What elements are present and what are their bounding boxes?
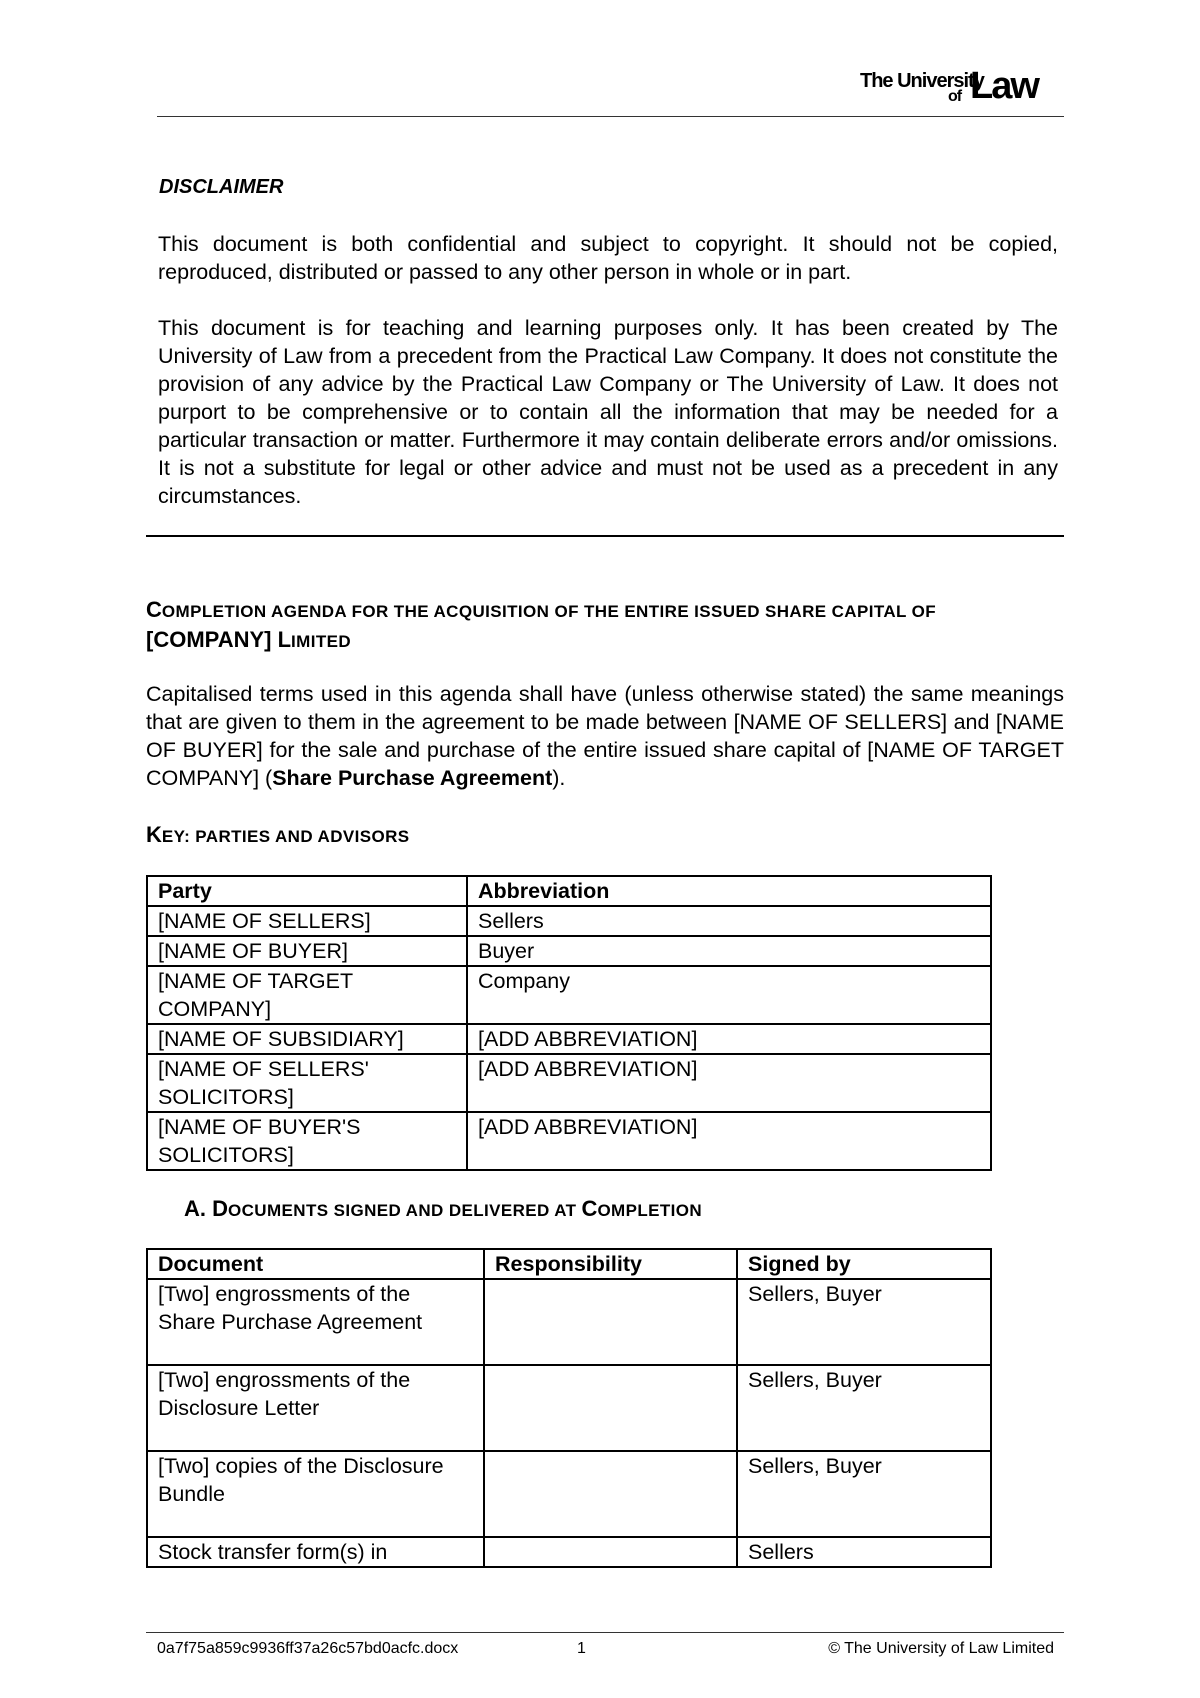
table-row	[147, 1451, 991, 1537]
table-cell: [ADD ABBREVIATION]	[467, 1112, 991, 1170]
disclaimer-paragraph-1: This document is both confidential and subject to copyright. It should not be copied, reproduced, distributed or passed to any other person in whole or in part.	[158, 232, 1058, 284]
table-row	[147, 936, 991, 966]
table-cell: [Two] engrossments of the Disclosure Letter	[147, 1365, 484, 1451]
table-row	[147, 966, 991, 1024]
table-header-cell: Party	[147, 876, 467, 906]
logo-text-line3: Law	[970, 65, 1038, 107]
table-cell	[484, 1537, 737, 1567]
footer-copyright: © The University of Law Limited	[828, 1640, 1054, 1657]
table-header-cell: Abbreviation	[467, 876, 991, 906]
table-cell: Sellers	[467, 906, 991, 936]
disclaimer-title: DISCLAIMER	[159, 176, 284, 198]
logo-text-line1: The University	[860, 70, 984, 92]
section-a-title: A. DOCUMENTS SIGNED AND DELIVERED AT COMPLETION	[184, 1196, 703, 1221]
table-cell	[484, 1279, 737, 1365]
table-cell: [NAME OF SELLERS' SOLICITORS]	[147, 1054, 467, 1112]
table-row	[147, 1112, 991, 1170]
table-cell: [NAME OF BUYER]	[147, 936, 467, 966]
table-cell: Buyer	[467, 936, 991, 966]
table-header-cell: Document	[147, 1249, 484, 1279]
disclaimer-paragraph-2: This document is for teaching and learning purposes only. It has been created by The University of Law from a precedent from the Practical Law Company. It does not constitute the provision of any advice by the Practical Law Company or The University of Law. It does not purport to be comprehensive or to contain all the information that may be needed for a particular transaction or matter. Furthermore it may contain deliberate errors and/or omissions. It is not a substitute for legal or other advice and must not be used as a precedent in any circumstances.	[158, 316, 1058, 508]
agenda-intro-paragraph: Capitalised terms used in this agenda shall have (unless otherwise stated) the same meanings that are given to them in the agreement to be made between [NAME OF SELLERS] and [NAME OF BUYER] for the sale and purchase of the entire issued share capital of [NAME OF TARGET COMPANY] (Share Purchase Agreement).	[146, 682, 1064, 790]
disclaimer-divider	[146, 535, 1064, 537]
table-row	[147, 1537, 991, 1567]
table-cell: Sellers, Buyer	[737, 1279, 991, 1365]
table-cell: [NAME OF SELLERS]	[147, 906, 467, 936]
table-cell	[484, 1451, 737, 1537]
key-title: KEY: PARTIES AND ADVISORS	[146, 822, 410, 847]
table-cell: Sellers	[737, 1537, 991, 1567]
table-cell: [ADD ABBREVIATION]	[467, 1054, 991, 1112]
table-row	[147, 1365, 991, 1451]
table-cell: Company	[467, 966, 991, 1024]
table-cell: Sellers, Buyer	[737, 1451, 991, 1537]
table-cell: [Two] copies of the Disclosure Bundle	[147, 1451, 484, 1537]
agenda-title: COMPLETION AGENDA FOR THE ACQUISITION OF THE ENTIRE ISSUED SHARE CAPITAL OF [COMPANY] LIMITED	[146, 597, 937, 652]
footer-rule	[146, 1632, 1064, 1633]
table-cell: [NAME OF TARGET COMPANY]	[147, 966, 467, 1024]
table-row	[147, 1054, 991, 1112]
logo-text-line2: of	[948, 88, 962, 105]
university-logo	[852, 65, 1062, 108]
table-cell: Sellers, Buyer	[737, 1365, 991, 1451]
parties-table	[146, 875, 992, 1171]
table-cell: [NAME OF BUYER'S SOLICITORS]	[147, 1112, 467, 1170]
footer-filename: 0a7f75a859c9936ff37a26c57bd0acfc.docx	[157, 1640, 459, 1657]
table-cell: Stock transfer form(s) in	[147, 1537, 484, 1567]
documents-table	[146, 1248, 992, 1568]
table-cell: [NAME OF SUBSIDIARY]	[147, 1024, 467, 1054]
footer-page-number: 1	[577, 1640, 586, 1657]
table-cell	[484, 1365, 737, 1451]
table-row	[147, 1279, 991, 1365]
header-rule	[157, 116, 1064, 117]
table-header-cell: Signed by	[737, 1249, 991, 1279]
table-header-row	[147, 1249, 991, 1279]
table-cell: [ADD ABBREVIATION]	[467, 1024, 991, 1054]
table-row	[147, 906, 991, 936]
table-header-row	[147, 876, 991, 906]
table-header-cell: Responsibility	[484, 1249, 737, 1279]
table-row	[147, 1024, 991, 1054]
table-cell: [Two] engrossments of the Share Purchase Agreement	[147, 1279, 484, 1365]
